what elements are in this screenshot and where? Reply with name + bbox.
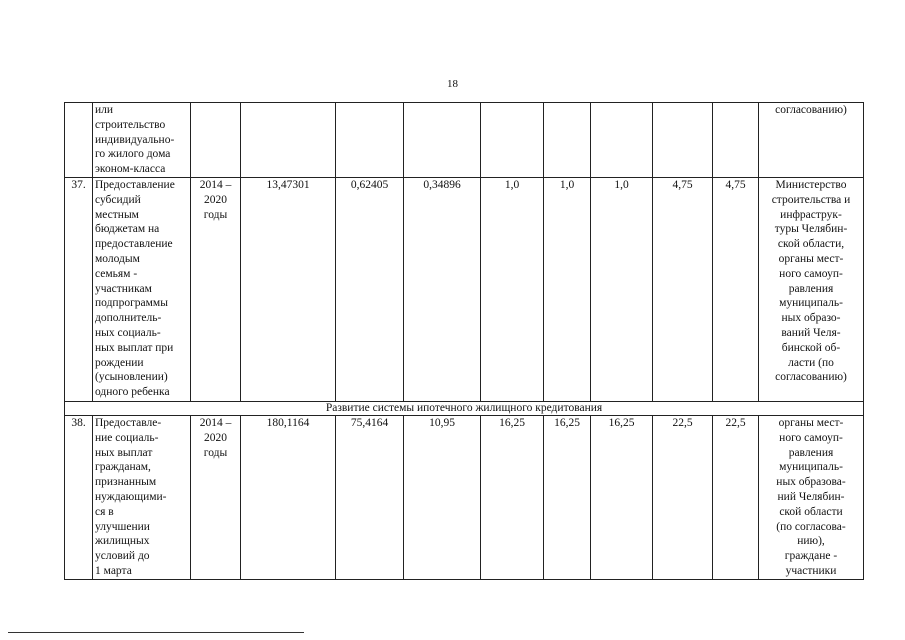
page-number: 18 [447,78,458,90]
measure-name [93,103,191,178]
executor-line: ваний Челя- [781,326,841,339]
name-line: местным [95,208,139,221]
value-year: 75,4164 [336,415,404,579]
executor-line: (по согласова- [776,520,846,533]
name-line: 1 марта [95,564,132,577]
value-cell [653,103,713,178]
name-line: гражданам, [95,461,151,474]
value-year: 0,34896 [404,177,481,401]
executor-cell [759,103,864,178]
value-cell [544,103,591,178]
years-line: 2020 [204,431,227,444]
executor-line: нию), [797,535,825,548]
name-line: подпрограммы [95,297,168,310]
section-heading-row [65,401,864,415]
name-line: условий до [95,550,150,563]
value-cell [241,103,336,178]
table-row-continuation [65,103,864,178]
name-line: признанным [95,476,157,489]
name-line: субсидий [95,193,141,206]
name-line: Предоставле- [95,416,162,429]
measure-name [93,177,191,401]
table-row-38 [65,415,864,579]
value-total: 180,1164 [241,415,336,579]
value-year: 22,5 [713,415,759,579]
row-number: 37. [65,177,93,401]
value-year: 1,0 [591,177,653,401]
name-line: предоставление [95,238,173,251]
name-line: участникам [95,282,152,295]
executor-line: ного самоуп- [779,267,843,280]
value-year: 0,62405 [336,177,404,401]
executor-line: бинской об- [781,341,841,354]
years-line: 2014 – [199,416,232,429]
name-line: бюджетам на [95,223,160,236]
value-year: 16,25 [481,415,544,579]
name-line: эконом-класса [95,163,166,176]
value-year: 10,95 [404,415,481,579]
measure-name [93,415,191,579]
row-number: 38. [65,415,93,579]
name-line: улучшении [95,520,150,533]
executor-line: ской области [779,505,843,518]
name-line: Предоставление [95,178,175,191]
value-cell [404,103,481,178]
executor-line: строительства и [771,193,851,206]
name-line: дополнитель- [95,312,162,325]
executor-cell [759,177,864,401]
name-line: молодым [95,252,140,265]
executor-line: органы мест- [778,416,844,429]
executor-line: ных образова- [776,476,846,489]
value-year: 1,0 [544,177,591,401]
table-row-37 [65,177,864,401]
value-cell [713,103,759,178]
name-line: жилищных [95,535,150,548]
executor-line: согласованию) [775,371,847,384]
executor-line: равления [788,282,834,295]
executor-line: Министерство [775,178,847,191]
program-table [64,102,864,580]
row-number [65,103,93,178]
executor-line: ской области, [777,238,845,251]
executor-line: инфраструк- [780,208,842,221]
name-line: (усыновлении) [95,371,168,384]
name-line: ние социаль- [95,431,159,444]
years-line: 2020 [204,193,227,206]
executor-line: муниципаль- [779,461,843,474]
executor-line: участники [785,564,837,577]
value-cell [591,103,653,178]
name-line: или [95,104,114,116]
executor-line: равления [788,446,834,459]
value-year: 16,25 [544,415,591,579]
value-year: 1,0 [481,177,544,401]
value-year: 22,5 [653,415,713,579]
executor-line: ного самоуп- [779,431,843,444]
executor-line: туры Челябин- [774,223,848,236]
years-cell [191,415,241,579]
value-total: 13,47301 [241,177,336,401]
name-line: строительство [95,118,166,131]
name-line: ся в [95,505,114,518]
executor-line: согласованию) [775,104,847,116]
executor-line: ласти (по [788,356,834,369]
name-line: индивидуально- [95,133,175,146]
value-cell [336,103,404,178]
years-cell [191,103,241,178]
years-line: годы [203,208,228,221]
name-line: семьям - [95,267,138,280]
value-cell [481,103,544,178]
name-line: го жилого дома [95,148,171,161]
executor-line: ных образо- [781,312,841,325]
name-line: одного ребенка [95,386,170,399]
section-title: Развитие системы ипотечного жилищного кредитования [65,401,864,415]
name-line: нуждающими- [95,490,167,503]
years-line: 2014 – [199,178,232,191]
executor-line: ний Челябин- [777,490,845,503]
executor-cell [759,415,864,579]
value-year: 4,75 [713,177,759,401]
executor-line: муниципаль- [779,297,843,310]
years-cell [191,177,241,401]
name-line: ных выплат при [95,341,174,354]
value-year: 4,75 [653,177,713,401]
name-line: ных выплат [95,446,153,459]
executor-line: граждане - [784,550,838,563]
footnote-separator [8,632,304,633]
name-line: рождении [95,356,144,369]
name-line: ных социаль- [95,326,161,339]
executor-line: органы мест- [778,252,844,265]
value-year: 16,25 [591,415,653,579]
years-line: годы [203,446,228,459]
